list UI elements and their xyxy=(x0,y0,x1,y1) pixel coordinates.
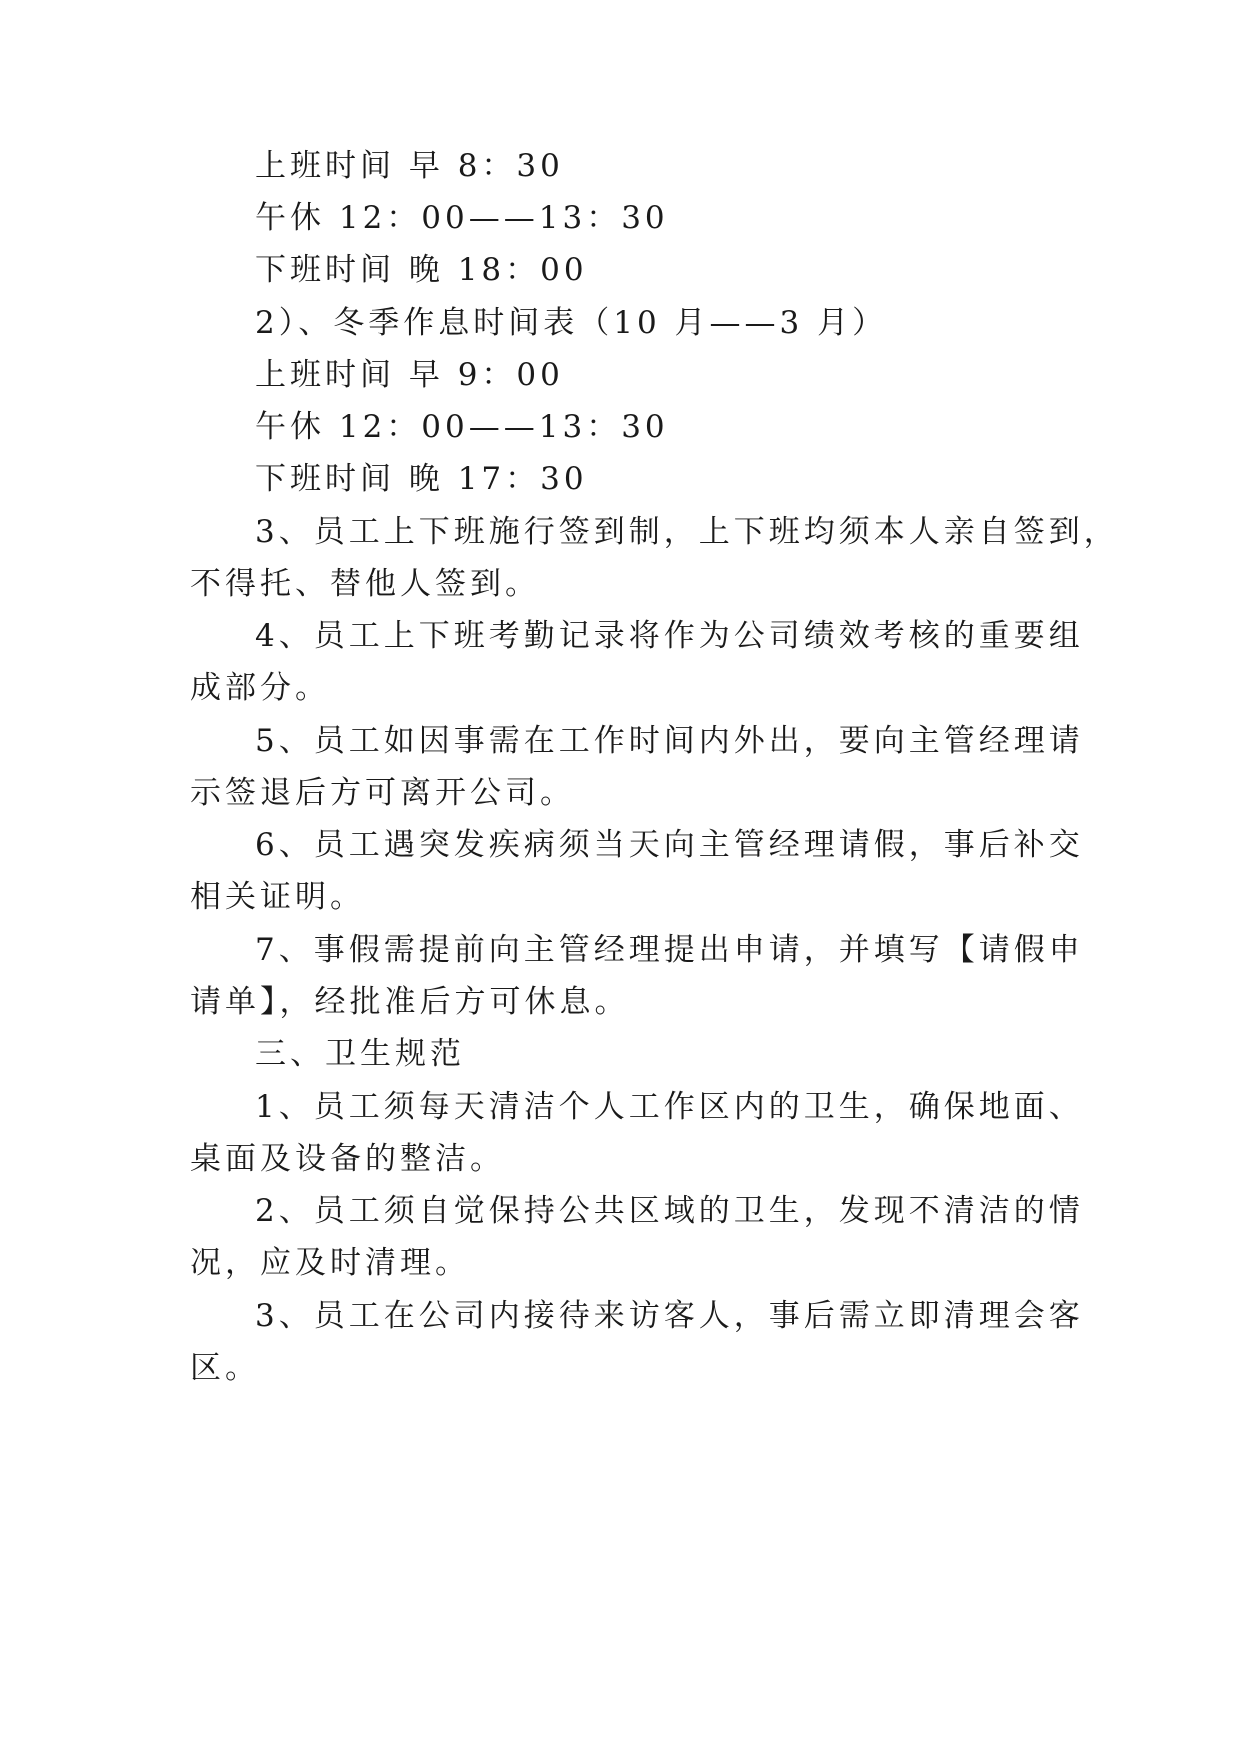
rule-3-line2: 不得托、替他人签到。 xyxy=(190,566,540,602)
winter-schedule-heading: 2）、冬季作息时间表（10 月——3 月） xyxy=(255,305,888,341)
summer-work-start: 上班时间 早 8：30 xyxy=(255,148,564,184)
winter-lunch-break: 午休 12：00——13：30 xyxy=(255,409,669,445)
hygiene-item-2-line2: 况，应及时清理。 xyxy=(190,1245,470,1281)
rule-5-line1: 5、员工如因事需在工作时间内外出，要向主管经理请 xyxy=(255,723,1084,759)
winter-work-end: 下班时间 晚 17：30 xyxy=(255,461,588,497)
rule-3-line1: 3、员工上下班施行签到制，上下班均须本人亲自签到， xyxy=(255,514,1119,550)
summer-lunch-break: 午休 12：00——13：30 xyxy=(255,200,669,236)
hygiene-item-1-line1: 1、员工须每天清洁个人工作区内的卫生，确保地面、 xyxy=(255,1089,1084,1125)
summer-work-end: 下班时间 晚 18：00 xyxy=(255,252,588,288)
rule-4-line1: 4、员工上下班考勤记录将作为公司绩效考核的重要组 xyxy=(255,618,1084,654)
rule-7-line2: 请单】，经批准后方可休息。 xyxy=(190,984,630,1020)
rule-5-line2: 示签退后方可离开公司。 xyxy=(190,775,575,811)
hygiene-item-1-line2: 桌面及设备的整洁。 xyxy=(190,1141,505,1177)
hygiene-item-3-line1: 3、员工在公司内接待来访客人，事后需立即清理会客 xyxy=(255,1298,1084,1334)
rule-6-line2: 相关证明。 xyxy=(190,879,365,915)
rule-4-line2: 成部分。 xyxy=(190,670,330,706)
hygiene-section-heading: 三、卫生规范 xyxy=(255,1036,465,1072)
rule-6-line1: 6、员工遇突发疾病须当天向主管经理请假，事后补交 xyxy=(255,827,1084,863)
rule-7-line1: 7、事假需提前向主管经理提出申请，并填写【请假申 xyxy=(255,932,1084,968)
hygiene-item-3-line2: 区。 xyxy=(190,1350,260,1386)
winter-work-start: 上班时间 早 9：00 xyxy=(255,357,564,393)
hygiene-item-2-line1: 2、员工须自觉保持公共区域的卫生，发现不清洁的情 xyxy=(255,1193,1084,1229)
